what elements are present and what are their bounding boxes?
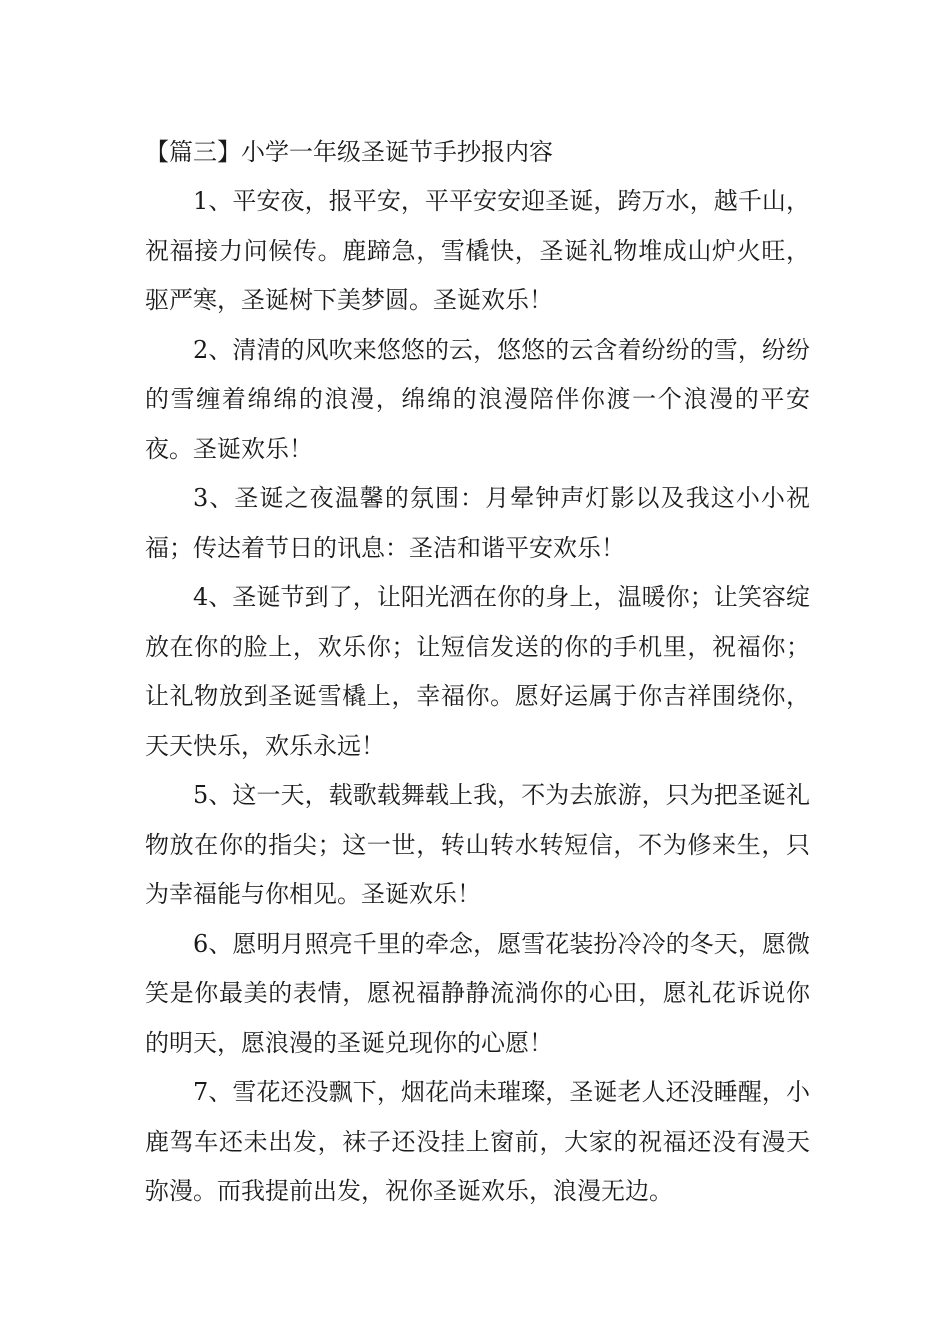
paragraph-2: 2、清清的风吹来悠悠的云，悠悠的云含着纷纷的雪，纷纷的雪缠着绵绵的浪漫，绵绵的浪漫陪伴你渡一个浪漫的平安夜。圣诞欢乐！ [145,335,810,463]
paragraph-4: 4、圣诞节到了，让阳光洒在你的身上，温暖你；让笑容绽放在你的脸上，欢乐你；让短信发送的你的手机里，祝福你；让礼物放到圣诞雪橇上，幸福你。愿好运属于你吉祥围绕你，天天快乐，欢乐永远！ [145,583,810,760]
paragraph-1: 1、平安夜，报平安，平平安安迎圣诞，跨万水，越千山，祝福接力问候传。鹿蹄急，雪橇快，圣诞礼物堆成山炉火旺，驱严寒，圣诞树下美梦圆。圣诞欢乐！ [145,187,810,314]
paragraph-6: 6、愿明月照亮千里的牵念，愿雪花装扮冷冷的冬天，愿微笑是你最美的表情，愿祝福静静流淌你的心田，愿礼花诉说你的明天，愿浪漫的圣诞兑现你的心愿！ [145,929,810,1057]
document-page [145,127,810,1217]
section-heading: 【篇三】小学一年级圣诞节手抄报内容 [145,138,553,166]
paragraph-5: 5、这一天，载歌载舞载上我，不为去旅游，只为把圣诞礼物放在你的指尖；这一世，转山转水转短信，不为修来生，只为幸福能与你相见。圣诞欢乐！ [145,781,810,908]
paragraph-7: 7、雪花还没飘下，烟花尚未璀璨，圣诞老人还没睡醒，小鹿驾车还未出发，袜子还没挂上窗前，大家的祝福还没有漫天弥漫。而我提前出发，祝你圣诞欢乐，浪漫无边。 [145,1078,810,1205]
paragraph-3: 3、圣诞之夜温馨的氛围：月晕钟声灯影以及我这小小祝福；传达着节日的讯息：圣洁和谐平安欢乐！ [145,484,810,562]
